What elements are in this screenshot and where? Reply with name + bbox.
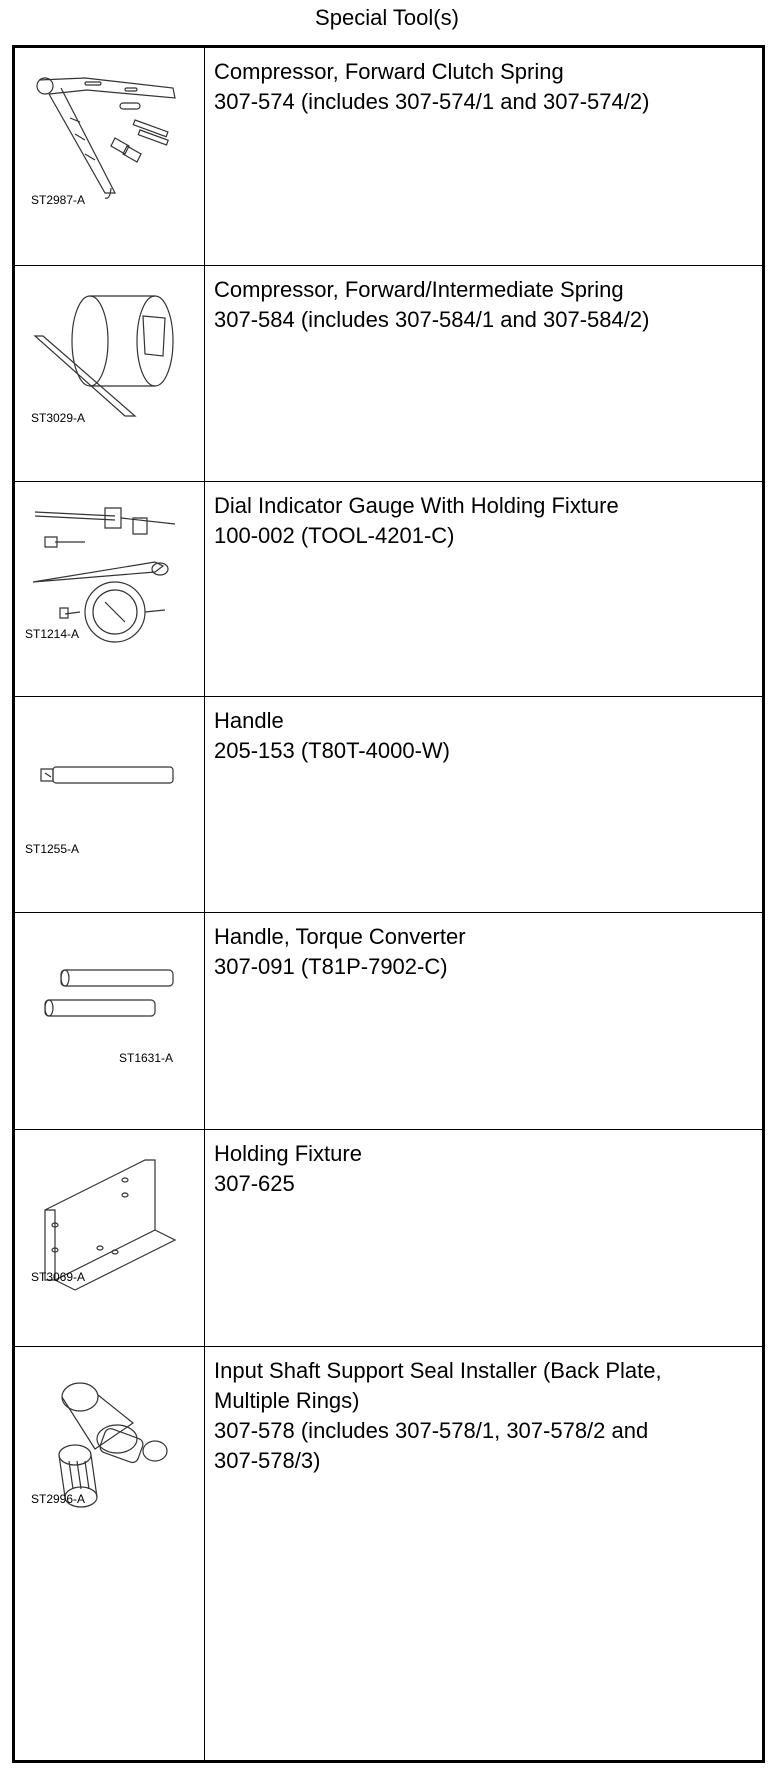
table-row (15, 48, 762, 266)
tool-name-line-1: Input Shaft Support Seal Installer (Back Plate, (214, 1358, 662, 1383)
tool-description-cell (206, 1347, 762, 1760)
tool-name: Compressor, Forward/Intermediate Spring (214, 277, 624, 302)
tool-description-cell (206, 48, 762, 265)
tool-image-cell (15, 482, 205, 696)
tool-name: Dial Indicator Gauge With Holding Fixture (214, 493, 619, 518)
dial-indicator-icon (25, 492, 195, 672)
tool-number-line-1: 307-578 (includes 307-578/1, 307-578/2 and (214, 1418, 649, 1443)
tool-code: ST3069-A (31, 1270, 86, 1284)
spring-compressor-bar-icon (25, 58, 195, 238)
table-row (15, 697, 762, 913)
tool-description-cell (206, 913, 762, 1129)
tool-code: ST1631-A (119, 1051, 174, 1065)
table-row (15, 1347, 762, 1760)
torque-converter-handle-icon (25, 923, 195, 1103)
holding-fixture-bracket-icon (25, 1140, 195, 1320)
table-row (15, 266, 762, 482)
table-row (15, 482, 762, 697)
tool-number: 307-625 (214, 1171, 295, 1196)
tool-description-cell (206, 266, 762, 481)
tool-name: Handle (214, 708, 284, 733)
tool-number: 100-002 (TOOL-4201-C) (214, 523, 455, 548)
tool-number-line-2: 307-578/3) (214, 1448, 321, 1473)
table-row (15, 913, 762, 1130)
tool-code: ST2996-A (31, 1492, 86, 1506)
tool-number: 307-584 (includes 307-584/1 and 307-584/2) (214, 307, 650, 332)
handle-bar-icon (25, 707, 195, 887)
tool-description-cell (206, 482, 762, 696)
seal-installer-icon (25, 1357, 195, 1537)
tool-code: ST2987-A (31, 193, 86, 207)
tool-image-cell (15, 1347, 205, 1760)
cylinder-compressor-icon (25, 276, 195, 456)
tool-number: 307-091 (T81P-7902-C) (214, 954, 448, 979)
tool-code: ST1214-A (25, 627, 80, 641)
tool-code: ST3029-A (31, 411, 86, 425)
tool-image-cell (15, 266, 205, 481)
tool-name: Compressor, Forward Clutch Spring (214, 59, 564, 84)
tool-name-line-2: Multiple Rings) (214, 1388, 360, 1413)
tool-description-cell (206, 697, 762, 912)
page-title: Special Tool(s) (315, 5, 459, 30)
tool-code: ST1255-A (25, 842, 80, 856)
tool-image-cell (15, 1130, 205, 1346)
tool-image-cell (15, 913, 205, 1129)
tool-description-cell (206, 1130, 762, 1346)
special-tools-table (12, 45, 765, 1763)
tool-image-cell (15, 48, 205, 265)
tool-number: 307-574 (includes 307-574/1 and 307-574/2) (214, 89, 650, 114)
tool-name: Handle, Torque Converter (214, 924, 466, 949)
table-row (15, 1130, 762, 1347)
tool-name: Holding Fixture (214, 1141, 362, 1166)
tool-number: 205-153 (T80T-4000-W) (214, 738, 450, 763)
tool-image-cell (15, 697, 205, 912)
